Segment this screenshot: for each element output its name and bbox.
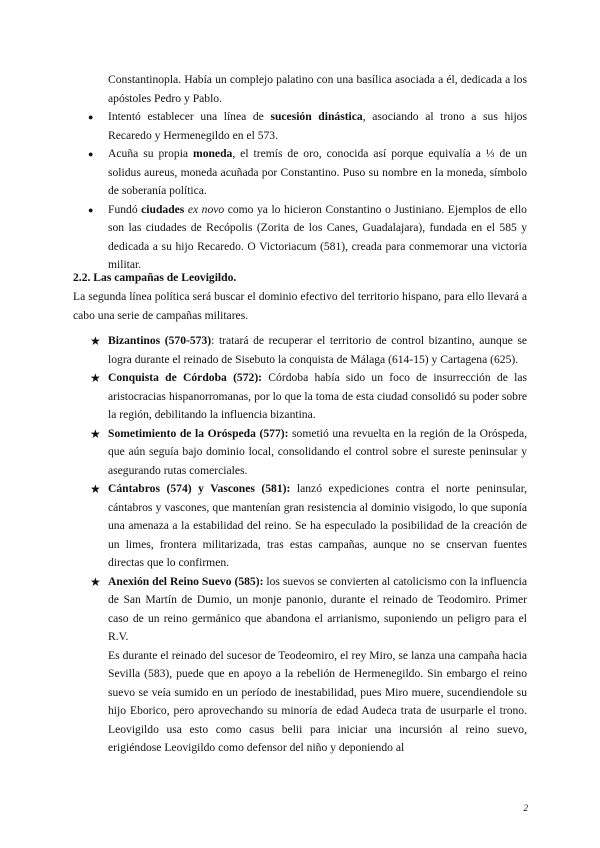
- campaign-title: Conquista de Córdoba (572):: [108, 371, 263, 384]
- campaign-title: Sometimiento de la Oróspeda (577):: [108, 426, 289, 440]
- star-bullet-icon: ★: [90, 574, 101, 589]
- continued-text: Constantinopla. Había un complejo palatino con una basílica asociada a él, dedicada a los apóstoles Pedro y Pablo.: [108, 73, 527, 105]
- campaign-item: [90, 425, 527, 481]
- bullet-item: [88, 108, 527, 145]
- campaign-item: [90, 332, 527, 369]
- bullet-text: como ya lo hicieron Constantino o Justiniano. Ejemplos de ello son las ciudades de Recópolis (Zorita de los Canes, Guadalajara), fundada en el 585 y dedicada a su hijo Recaredo. O Victoriacum (581), creada para conmemorar una victoria militar.: [108, 202, 527, 271]
- bullet-text: , asociando al trono a sus hijos Recaredo y Hermenegildo en el 573.: [108, 110, 527, 142]
- campaign-item: [90, 369, 527, 425]
- bullet-text: Fundó: [108, 202, 142, 216]
- campaign-title: Bizantinos (570-573): [108, 334, 212, 347]
- star-bullet-icon: ★: [90, 371, 101, 385]
- bullet-bold-term: sucesión dinástica: [270, 110, 363, 123]
- page-number: 2: [523, 803, 528, 813]
- bullet-list: [88, 71, 527, 275]
- bullet-item: [88, 145, 527, 201]
- campaign-extra-text: Es durante el reinado del sucesor de Teodeomiro, el rey Miro, se lanza una campaña hacia Sevilla (583), puede que en apoyo a la rebelión de Hermenegildo. Sin embargo el reino suevo se veía sumido en un período de inestabilidad, pues Miro muere, sucendiendole su hijo Eborico, pero aprovechando su minoría de edad Audeca trata de usurparle el trono. Leovigildo usa esto como casus belii para iniciar una incursión al reino suevo, erigiéndose Leovigildo como defensor del niño y deponiendo al: [108, 648, 527, 754]
- bullet-bold-term: moneda: [193, 147, 233, 160]
- bullet-text: Acuña su propia: [108, 147, 194, 160]
- campaign-text: sometió una revuelta en la región de la Oróspeda, que aún seguía bajo dominio local, consolidando el control sobre el sureste peninsular y asegurando rutas comerciales.: [108, 426, 527, 477]
- campaign-title: Cántabros (574) y Vascones (581):: [108, 482, 291, 495]
- bullet-text: , el tremís de oro, conocida así porque equivalía a ⅓ de un solidus aureus, moneda acuñada por Constantino. Puso su nombre en la moneda, símbolo de soberanía política.: [108, 147, 527, 197]
- campaign-continuation: [90, 647, 527, 758]
- campaign-text: lanzó expediciones contra el norte peninsular, cántabros y vascones, que mantenían gran resistencia al dominio visigodo, lo que suponía una amenaza a la estabilidad del reino. Se ha especulado la posibilidad de la creación de un limes, frontera militarizada, tras estas campañas, aunque no se cnservan fuentes directas que lo confirmen.: [108, 482, 527, 569]
- star-bullet-icon: ★: [90, 482, 101, 496]
- star-bullet-icon: ★: [90, 334, 101, 348]
- star-bullet-icon: ★: [90, 426, 101, 441]
- campaign-title: Anexión del Reino Suevo (585):: [108, 574, 264, 588]
- campaign-text: Córdoba había sido un foco de insurrección de las aristocracias hispanorromanas, por lo que la toma de esta ciudad consolidó su poder sobre la región, debilitando la influencia bizantina.: [108, 371, 527, 421]
- continued-paragraph: [88, 71, 527, 108]
- bullet-item: [88, 201, 527, 275]
- intro-paragraph: La segunda línea política será buscar el dominio efectivo del territorio hispano, para ello llevará a cabo una serie de campañas militares.: [73, 290, 527, 322]
- section-heading: 2.2. Las campañas de Leovigildo.: [73, 271, 237, 284]
- campaign-list: [90, 332, 527, 758]
- campaign-text: : tratará de recuperar el territorio de control bizantino, aunque se logra durante el reinado de Sisebuto la conquista de Málaga (614-15) y Cartagena (625).: [108, 334, 528, 366]
- campaign-item: [90, 480, 527, 573]
- bullet-italic-term: ex novo: [184, 202, 225, 216]
- bullet-text: Intentó establecer una línea de: [108, 110, 271, 123]
- campaign-text: los suevos se convierten al catolicismo con la influencia de San Martín de Dumio, un monje panonio, durante el reinado de Teodomiro. Primer caso de un reino germánico que abandona el arrianismo, suponiendo un peligro para el R.V.: [108, 574, 527, 643]
- campaign-item: [90, 573, 527, 647]
- bullet-bold-term: ciudades: [141, 202, 185, 216]
